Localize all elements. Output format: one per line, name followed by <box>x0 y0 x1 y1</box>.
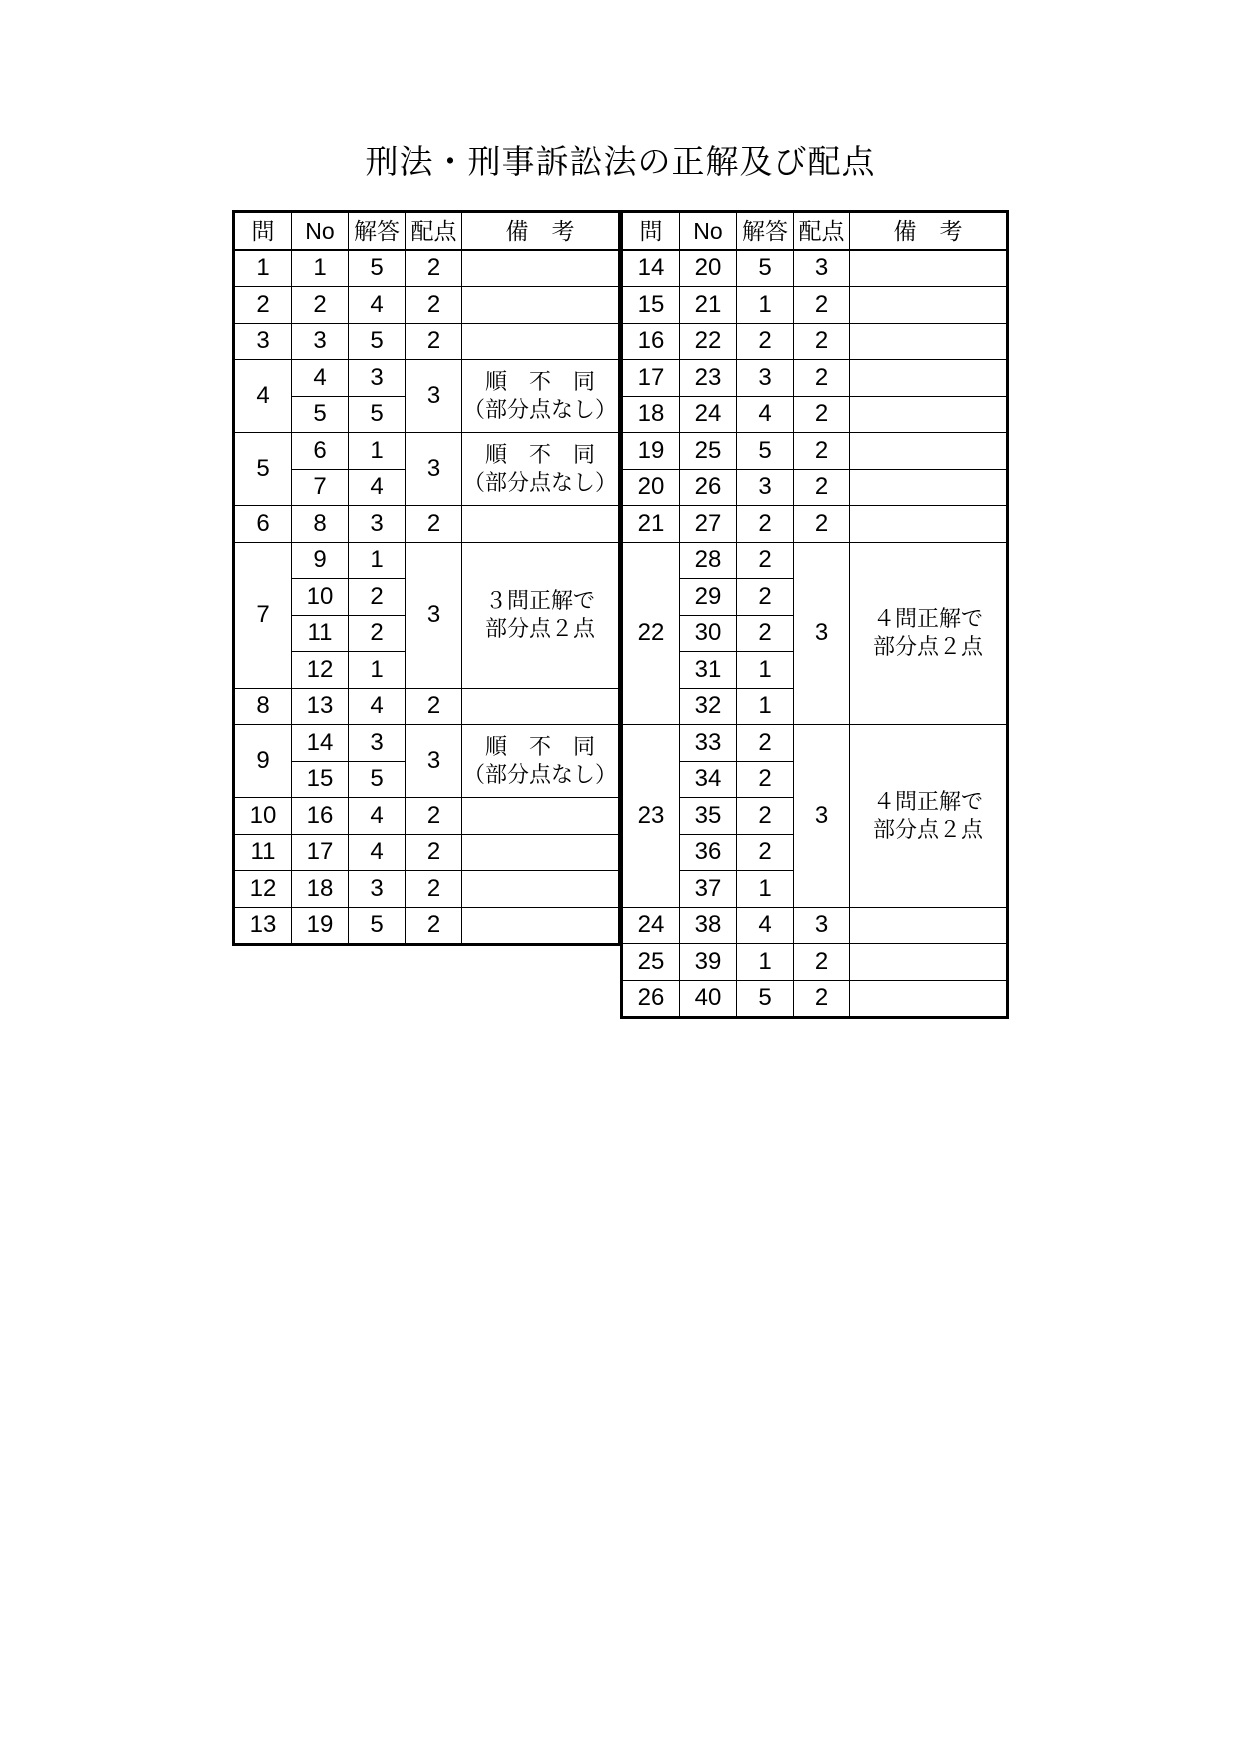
note-cell <box>850 944 1008 981</box>
note-line: （部分点なし） <box>462 397 617 422</box>
no-cell: 7 <box>292 469 349 506</box>
question-cell: 11 <box>234 834 292 871</box>
no-cell: 4 <box>292 360 349 397</box>
answer-cell: 1 <box>349 542 406 579</box>
answer-cell: 1 <box>349 433 406 470</box>
table-row <box>622 469 1008 506</box>
header-no: No <box>680 212 737 250</box>
question-cell: 19 <box>622 433 680 470</box>
note-line: ４問正解で <box>872 606 983 632</box>
note-cell <box>462 360 620 433</box>
table-row <box>234 360 620 397</box>
question-cell: 16 <box>622 323 680 360</box>
answer-cell: 4 <box>349 688 406 725</box>
table-row <box>622 323 1008 360</box>
points-cell: 2 <box>406 287 462 324</box>
points-cell: 3 <box>406 433 462 506</box>
note-cell <box>462 688 620 725</box>
table-row <box>234 542 620 579</box>
note-line: 部分点２点 <box>872 634 983 660</box>
question-cell: 3 <box>234 323 292 360</box>
note-line: ３問正解で <box>484 588 595 613</box>
answer-cell: 4 <box>737 907 794 944</box>
page-title: 刑法・刑事訴訟法の正解及び配点 <box>365 142 876 181</box>
answer-cell: 5 <box>737 250 794 287</box>
question-cell: 25 <box>622 944 680 981</box>
table-row <box>234 688 620 725</box>
no-cell: 9 <box>292 542 349 579</box>
answer-cell: 3 <box>737 469 794 506</box>
header-note: 備 考 <box>462 212 620 250</box>
answer-cell: 1 <box>737 944 794 981</box>
question-cell: 2 <box>234 287 292 324</box>
answer-cell: 2 <box>737 725 794 762</box>
question-cell: 17 <box>622 360 680 397</box>
no-cell: 16 <box>292 798 349 835</box>
answer-cell: 1 <box>349 652 406 689</box>
question-cell: 1 <box>234 250 292 287</box>
header-no: No <box>292 212 349 250</box>
points-cell: 2 <box>406 250 462 287</box>
answer-cell: 2 <box>737 834 794 871</box>
no-cell: 40 <box>680 980 737 1018</box>
note-line: 順 不 同 <box>484 734 595 759</box>
question-cell: 13 <box>234 907 292 945</box>
table-row <box>622 250 1008 287</box>
points-cell: 2 <box>406 506 462 543</box>
points-cell: 2 <box>406 907 462 945</box>
question-cell: 12 <box>234 871 292 908</box>
no-cell: 21 <box>680 287 737 324</box>
note-cell <box>850 725 1008 908</box>
answer-cell: 2 <box>349 579 406 616</box>
note-cell <box>462 506 620 543</box>
table-header-row <box>234 212 620 250</box>
no-cell: 12 <box>292 652 349 689</box>
answer-cell: 4 <box>349 287 406 324</box>
note-cell <box>462 907 620 945</box>
question-cell: 10 <box>234 798 292 835</box>
no-cell: 37 <box>680 871 737 908</box>
answer-cell: 3 <box>349 506 406 543</box>
note-line: 順 不 同 <box>484 442 595 467</box>
table-row <box>234 798 620 835</box>
note-cell <box>850 542 1008 725</box>
note-cell <box>462 250 620 287</box>
no-cell: 33 <box>680 725 737 762</box>
answer-cell: 1 <box>737 688 794 725</box>
points-cell: 2 <box>794 360 850 397</box>
no-cell: 3 <box>292 323 349 360</box>
answer-cell: 2 <box>737 615 794 652</box>
points-cell: 3 <box>794 725 850 908</box>
answer-cell: 3 <box>349 871 406 908</box>
note-cell <box>462 798 620 835</box>
points-cell: 3 <box>406 360 462 433</box>
note-cell <box>462 871 620 908</box>
note-cell <box>462 834 620 871</box>
answer-cell: 2 <box>737 761 794 798</box>
answer-cell: 5 <box>737 433 794 470</box>
answer-cell: 4 <box>349 798 406 835</box>
header-points: 配点 <box>406 212 462 250</box>
points-cell: 2 <box>794 506 850 543</box>
no-cell: 39 <box>680 944 737 981</box>
table-row <box>622 396 1008 433</box>
answer-cell: 3 <box>737 360 794 397</box>
points-cell: 3 <box>406 542 462 688</box>
points-cell: 2 <box>794 396 850 433</box>
answer-cell: 2 <box>737 323 794 360</box>
no-cell: 18 <box>292 871 349 908</box>
question-cell: 26 <box>622 980 680 1018</box>
table-row <box>622 287 1008 324</box>
no-cell: 6 <box>292 433 349 470</box>
question-cell: 4 <box>234 360 292 433</box>
points-cell: 2 <box>794 944 850 981</box>
no-cell: 14 <box>292 725 349 762</box>
points-cell: 2 <box>794 469 850 506</box>
points-cell: 2 <box>406 688 462 725</box>
answer-cell: 2 <box>737 798 794 835</box>
no-cell: 17 <box>292 834 349 871</box>
note-cell <box>850 250 1008 287</box>
table-row <box>234 907 620 945</box>
answer-cell: 4 <box>349 469 406 506</box>
no-cell: 8 <box>292 506 349 543</box>
points-cell: 2 <box>794 433 850 470</box>
question-cell: 8 <box>234 688 292 725</box>
table-row <box>234 287 620 324</box>
question-cell: 6 <box>234 506 292 543</box>
question-cell: 21 <box>622 506 680 543</box>
header-points: 配点 <box>794 212 850 250</box>
question-cell: 15 <box>622 287 680 324</box>
note-cell <box>850 506 1008 543</box>
points-cell: 2 <box>794 287 850 324</box>
points-cell: 3 <box>794 542 850 725</box>
answer-cell: 4 <box>737 396 794 433</box>
answer-cell: 1 <box>737 871 794 908</box>
table-row <box>622 542 1008 579</box>
no-cell: 23 <box>680 360 737 397</box>
no-cell: 28 <box>680 542 737 579</box>
answer-cell: 5 <box>349 323 406 360</box>
header-question: 問 <box>622 212 680 250</box>
points-cell: 2 <box>406 323 462 360</box>
no-cell: 15 <box>292 761 349 798</box>
header-answer: 解答 <box>737 212 794 250</box>
no-cell: 22 <box>680 323 737 360</box>
table-row <box>622 944 1008 981</box>
note-line: （部分点なし） <box>462 762 617 787</box>
answer-cell: 3 <box>349 725 406 762</box>
note-cell <box>850 907 1008 944</box>
table-row <box>234 323 620 360</box>
note-cell <box>850 433 1008 470</box>
note-cell <box>850 360 1008 397</box>
answer-cell: 2 <box>737 506 794 543</box>
question-cell: 18 <box>622 396 680 433</box>
no-cell: 32 <box>680 688 737 725</box>
points-cell: 2 <box>794 323 850 360</box>
note-cell <box>850 980 1008 1018</box>
no-cell: 20 <box>680 250 737 287</box>
answer-cell: 2 <box>737 542 794 579</box>
note-cell <box>850 469 1008 506</box>
table-row <box>234 250 620 287</box>
no-cell: 13 <box>292 688 349 725</box>
table-row <box>234 725 620 762</box>
answer-cell: 4 <box>349 834 406 871</box>
points-cell: 2 <box>406 871 462 908</box>
no-cell: 10 <box>292 579 349 616</box>
table-header-row <box>622 212 1008 250</box>
points-cell: 2 <box>406 798 462 835</box>
question-cell: 7 <box>234 542 292 688</box>
no-cell: 26 <box>680 469 737 506</box>
no-cell: 19 <box>292 907 349 945</box>
no-cell: 24 <box>680 396 737 433</box>
points-cell: 2 <box>406 834 462 871</box>
points-cell: 3 <box>794 907 850 944</box>
question-cell: 23 <box>622 725 680 908</box>
note-cell <box>462 287 620 324</box>
note-line: 部分点２点 <box>872 816 983 842</box>
points-cell: 3 <box>794 250 850 287</box>
note-line: 順 不 同 <box>484 369 595 394</box>
question-cell: 5 <box>234 433 292 506</box>
question-cell: 14 <box>622 250 680 287</box>
table-row <box>234 871 620 908</box>
question-cell: 22 <box>622 542 680 725</box>
table-row <box>622 506 1008 543</box>
answer-cell: 5 <box>737 980 794 1018</box>
answer-cell: 2 <box>737 579 794 616</box>
note-cell <box>462 542 620 688</box>
no-cell: 29 <box>680 579 737 616</box>
table-row <box>622 360 1008 397</box>
answer-cell: 5 <box>349 907 406 945</box>
note-line: ４問正解で <box>872 788 983 814</box>
note-cell <box>850 396 1008 433</box>
answer-cell: 3 <box>349 360 406 397</box>
no-cell: 38 <box>680 907 737 944</box>
no-cell: 2 <box>292 287 349 324</box>
note-line: （部分点なし） <box>462 470 617 495</box>
no-cell: 34 <box>680 761 737 798</box>
answer-table-right <box>620 210 1009 1019</box>
note-line: 部分点２点 <box>484 616 595 641</box>
table-row <box>622 433 1008 470</box>
no-cell: 35 <box>680 798 737 835</box>
table-row <box>622 907 1008 944</box>
no-cell: 5 <box>292 396 349 433</box>
header-answer: 解答 <box>349 212 406 250</box>
note-cell <box>462 433 620 506</box>
header-note: 備 考 <box>850 212 1008 250</box>
no-cell: 31 <box>680 652 737 689</box>
answer-cell: 1 <box>737 287 794 324</box>
answer-cell: 1 <box>737 652 794 689</box>
table-row <box>622 725 1008 762</box>
question-cell: 24 <box>622 907 680 944</box>
question-cell: 20 <box>622 469 680 506</box>
question-cell: 9 <box>234 725 292 798</box>
points-cell: 3 <box>406 725 462 798</box>
no-cell: 27 <box>680 506 737 543</box>
table-row <box>622 980 1008 1018</box>
answer-cell: 5 <box>349 396 406 433</box>
answer-cell: 5 <box>349 250 406 287</box>
answer-cell: 2 <box>349 615 406 652</box>
points-cell: 2 <box>794 980 850 1018</box>
no-cell: 11 <box>292 615 349 652</box>
answer-table-left <box>232 210 621 946</box>
no-cell: 25 <box>680 433 737 470</box>
note-cell <box>850 287 1008 324</box>
answer-cell: 5 <box>349 761 406 798</box>
table-row <box>234 834 620 871</box>
no-cell: 36 <box>680 834 737 871</box>
no-cell: 30 <box>680 615 737 652</box>
table-row <box>234 433 620 470</box>
table-row <box>234 506 620 543</box>
note-cell <box>850 323 1008 360</box>
header-question: 問 <box>234 212 292 250</box>
note-cell <box>462 725 620 798</box>
no-cell: 1 <box>292 250 349 287</box>
note-cell <box>462 323 620 360</box>
